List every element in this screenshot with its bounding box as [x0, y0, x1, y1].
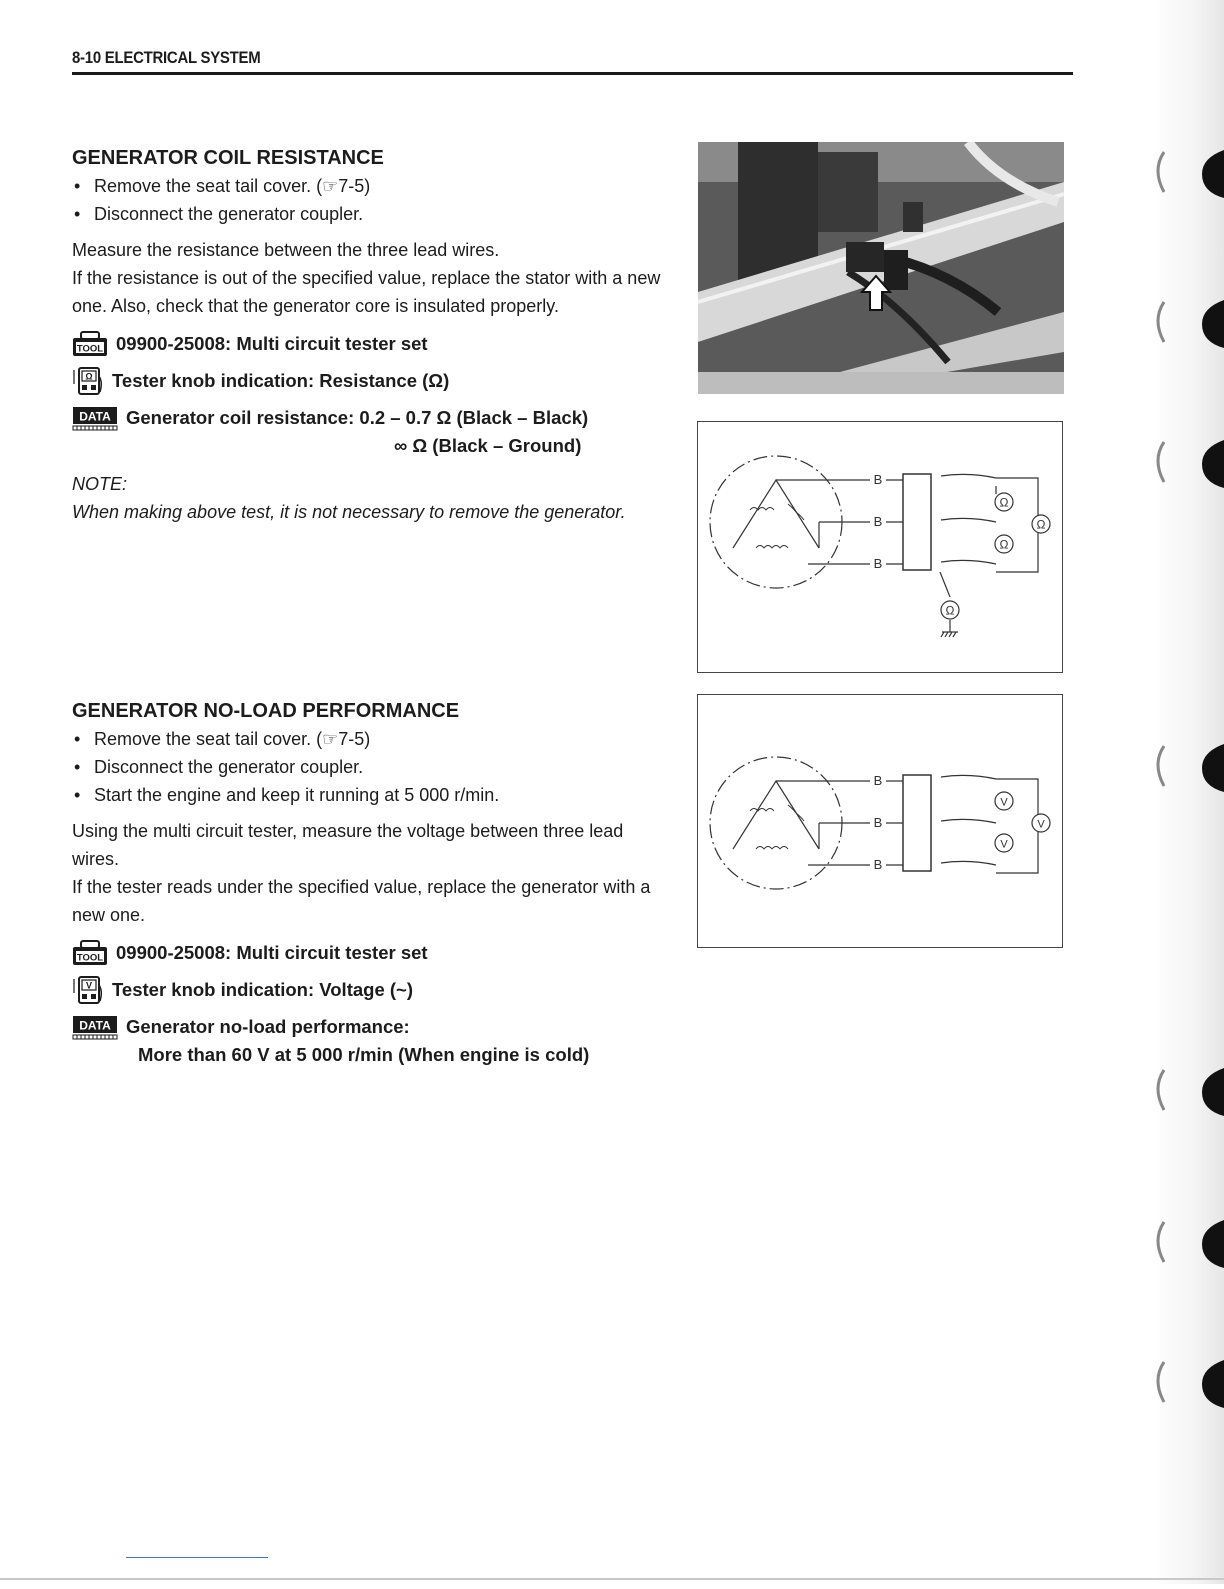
knob-spec-text: Tester knob indication: Resistance (Ω) — [112, 370, 450, 391]
list-item: • Remove the seat tail cover. (☞7-5) — [72, 172, 672, 200]
section-title: GENERATOR NO-LOAD PERFORMANCE — [72, 700, 460, 722]
bullet-dot: • — [74, 176, 81, 196]
svg-text:V: V — [85, 980, 93, 991]
svg-text:Ω: Ω — [1036, 517, 1046, 532]
photo-illustration — [698, 142, 1064, 394]
tool-icon — [72, 331, 108, 357]
wire-label-b: B — [873, 514, 883, 529]
svg-text:V: V — [1000, 796, 1008, 809]
manual-ref-icon: ☞ — [322, 176, 339, 196]
wire-label-b: B — [873, 472, 883, 487]
list-item: • Disconnect the generator coupler. — [72, 200, 672, 228]
data-spec-line2: ∞ Ω (Black – Ground) — [394, 435, 582, 456]
wire-label-b: B — [873, 815, 883, 830]
coil-resistance-diagram — [697, 421, 1063, 673]
wire-label-b: B — [873, 773, 883, 788]
note-heading: NOTE: — [72, 474, 128, 494]
knob-spec-text: Tester knob indication: Voltage (~) — [112, 979, 413, 1000]
ohm-meter-icon — [995, 493, 1013, 511]
header-rule — [72, 72, 1073, 75]
note-body: When making above test, it is not necessary to remove the generator. — [72, 502, 626, 522]
volt-meter-icon — [1032, 814, 1050, 832]
footer-link-line — [126, 1557, 268, 1558]
tester-knob-icon — [72, 366, 104, 396]
svg-text:DATA: DATA — [79, 409, 111, 424]
data-spec — [72, 1013, 672, 1041]
knob-spec — [72, 366, 672, 396]
list-item: • Disconnect the generator coupler. — [72, 753, 672, 781]
generator-coupler-photo — [698, 142, 1064, 394]
data-spec-text: Generator no-load performance: — [126, 1016, 410, 1037]
wire-label-b: B — [873, 556, 883, 571]
section-title: GENERATOR COIL RESISTANCE — [72, 147, 384, 169]
svg-text:DATA: DATA — [79, 1018, 111, 1033]
paragraph: If the resistance is out of the specified value, replace the stator with a new one. Also, check that the generator core is insulated properly. — [72, 268, 661, 316]
bullet-dot: • — [74, 757, 81, 777]
tester-knob-icon — [72, 975, 104, 1005]
ohm-meter-icon — [1032, 515, 1050, 533]
knob-spec — [72, 975, 672, 1005]
coupler-block — [903, 775, 931, 871]
svg-text:V: V — [1000, 838, 1008, 851]
data-icon — [72, 405, 118, 431]
tool-icon — [72, 940, 108, 966]
running-header: 8-10 ELECTRICAL SYSTEM — [72, 48, 261, 67]
bullet-dot: • — [74, 785, 81, 805]
no-load-voltage-diagram — [697, 694, 1063, 948]
tool-spec — [72, 939, 672, 967]
data-spec-text: Generator coil resistance: 0.2 – 0.7 Ω (Black – Black) — [126, 407, 589, 428]
voltage-circuit — [698, 695, 1062, 947]
page-ref-link[interactable]: 7-5 — [338, 176, 365, 196]
resistance-circuit — [698, 422, 1062, 672]
page-ref-link[interactable]: 7-5 — [338, 729, 365, 749]
ground-icon — [941, 632, 958, 637]
svg-text:TOOL: TOOL — [76, 343, 104, 355]
coupler-block — [903, 474, 931, 570]
paragraph: If the tester reads under the specified value, replace the generator with a new one. — [72, 877, 651, 925]
paragraph: Measure the resistance between the three lead wires. — [72, 240, 500, 260]
manual-ref-icon: ☞ — [322, 729, 339, 749]
ohm-meter-icon — [995, 535, 1013, 553]
bullet-dot: • — [74, 729, 81, 749]
list-item: • Start the engine and keep it running at 5 000 r/min. — [72, 781, 672, 809]
wire-label-b: B — [873, 857, 883, 872]
no-load-section — [72, 699, 672, 1069]
tool-spec — [72, 330, 672, 358]
svg-text:Ω: Ω — [85, 371, 93, 382]
bullet-dot: • — [74, 204, 81, 224]
coil-resistance-section — [72, 146, 672, 526]
svg-text:Ω: Ω — [999, 537, 1009, 552]
list-item: • Remove the seat tail cover. (☞7-5) — [72, 725, 672, 753]
paragraph: Using the multi circuit tester, measure the voltage between three lead wires. — [72, 821, 624, 869]
data-spec — [72, 404, 672, 432]
data-icon — [72, 1014, 118, 1040]
volt-meter-icon — [995, 834, 1013, 852]
ohm-meter-icon — [941, 601, 959, 619]
svg-text:V: V — [1037, 818, 1045, 831]
svg-text:Ω: Ω — [999, 495, 1009, 510]
binder-holes — [1122, 0, 1224, 1584]
svg-text:Ω: Ω — [945, 603, 955, 618]
tool-spec-text: 09900-25008: Multi circuit tester set — [116, 942, 428, 963]
binder-edge — [1122, 0, 1224, 1584]
data-spec-line2: More than 60 V at 5 000 r/min (When engine is cold) — [138, 1044, 590, 1065]
tool-spec-text: 09900-25008: Multi circuit tester set — [116, 333, 428, 354]
svg-text:TOOL: TOOL — [76, 952, 104, 964]
volt-meter-icon — [995, 792, 1013, 810]
footer-rule — [0, 1578, 1224, 1580]
